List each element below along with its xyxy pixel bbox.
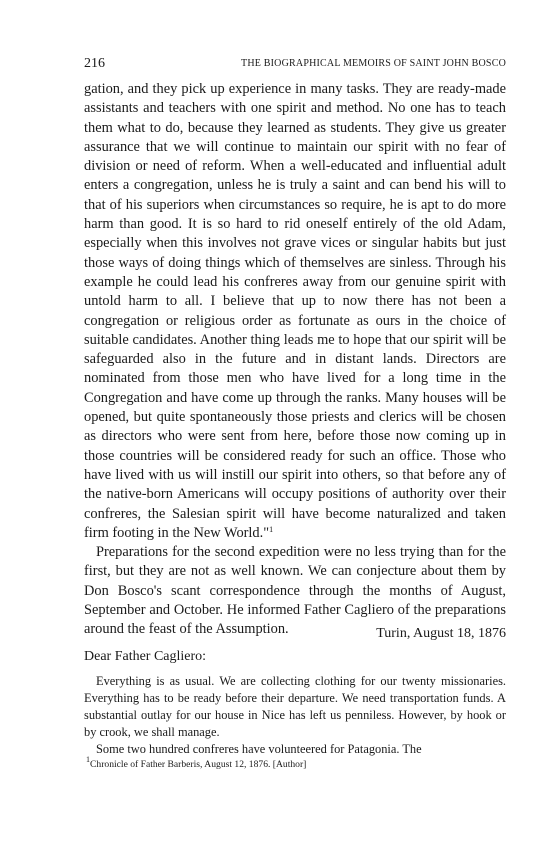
page-number: 216 — [84, 56, 105, 71]
letter-body — [84, 673, 506, 758]
footnote-text: Chronicle of Father Barberis, August 12, 1876. [Author] — [90, 759, 307, 770]
letter-paragraph: Some two hundred confreres have volunteered for Patagonia. The — [96, 742, 422, 756]
letter-date: Turin, August 18, 1876 — [376, 626, 506, 641]
page-header — [84, 56, 506, 74]
running-head: THE BIOGRAPHICAL MEMOIRS OF SAINT JOHN BOSCO — [241, 58, 506, 69]
footnote-reference: 1 — [269, 524, 274, 534]
footnote — [86, 755, 506, 771]
footnote-mark: 1 — [86, 755, 90, 764]
paragraph — [84, 80, 506, 543]
letter-salutation: Dear Father Cagliero: — [84, 649, 207, 664]
main-text — [84, 80, 506, 640]
letter-paragraph: Everything is as usual. We are collecting clothing for our twenty missionaries. Everything has to be ready before their departure. We need transportation funds. A substantial outlay for our house in Nice has left us penniless. However, by hook or by crook, we shall manage. — [84, 674, 506, 739]
paragraph: Preparations for the second expedition were no less trying than for the first, but they are not as well known. We can conjecture about them by Don Bosco's scant correspondence through the months of August, September and October. He informed Father Cagliero of the preparations around the feast of the Assumption. — [84, 544, 506, 638]
paragraph-text: gation, and they pick up experience in many tasks. They are ready-made assistants and teachers with one spirit and method. No one has to teach them what to do, because they learned as students. They give us greater assurance that we will continue to maintain our spirit with no fear of division or need of reform. When a well-educated and influential adult enters a congregation, unless he is truly a saint and can bend his will to that of his superiors when circumstances so require, he is apt to do more harm than good. It is so hard to rid oneself entirely of the old Adam, especially when this involves not grave vices or singular habits but just those ways of doing things which of themselves are sinless. Through his example he could lead his confreres away from our genuine spirit with untold harm to all. I believe that up to now there has not been a congregation or religious order as fortunate as ours in the choice of suitable candidates. Another thing leads me to hope that our spirit will be safeguarded also in the future and in distant lands. Directors are nominated from those men who have lived for a long time in the Congregation and have come up through the ranks. Many houses will be opened, but quite spontaneously those priests and clerics will be chosen as directors who were sent from here, before those now coming up in those countries will be considered ready for such an office. Those who have lived with us will instill our spirit into others, so that before any of the native-born Americans will occupy positions of authority over their confreres, the Salesian spirit will have become naturalized and taken firm footing in the New World." — [84, 81, 506, 541]
